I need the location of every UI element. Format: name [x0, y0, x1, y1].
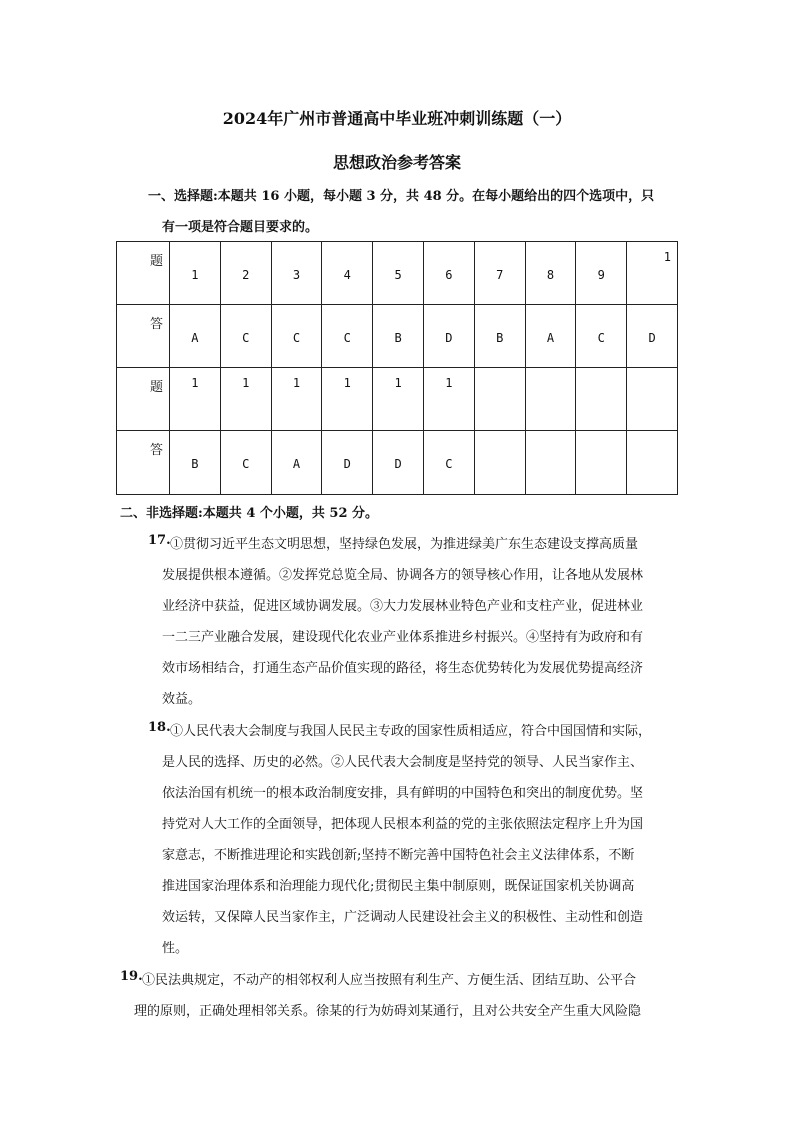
question-19-number: 19. — [120, 969, 143, 984]
table-cell — [576, 368, 627, 431]
table-cell — [627, 368, 678, 431]
table-cell: 题 — [117, 242, 170, 305]
table-cell — [525, 368, 576, 431]
question-17-line: ①贯彻习近平生态文明思想，坚持绿色发展，为推进绿美广东生态建设支撑高质量 — [170, 537, 639, 552]
table-cell — [576, 431, 627, 495]
table-cell: 3 — [271, 242, 322, 305]
table-cell: 8 — [525, 242, 576, 305]
question-17-line: 一二三产业融合发展，建设现代化农业产业体系推进乡村振兴。④坚持有为政府和有 — [162, 630, 644, 645]
table-cell: 1 — [220, 368, 271, 431]
question-17-number: 17. — [148, 533, 171, 548]
table-cell — [627, 431, 678, 495]
table-cell: B — [373, 305, 424, 368]
table-cell: 1 — [373, 368, 424, 431]
table-cell: D — [423, 305, 474, 368]
table-cell: 1 — [271, 368, 322, 431]
table-cell: 题 — [117, 368, 170, 431]
table-row — [117, 305, 678, 368]
answer-table — [116, 241, 678, 495]
table-cell: C — [220, 431, 271, 495]
table-cell: A — [170, 305, 221, 368]
question-18-line: 效运转，又保障人民当家作主，广泛调动人民建设社会主义的积极性、主动性和创造 — [162, 910, 644, 925]
table-cell: C — [576, 305, 627, 368]
table-cell: 5 — [373, 242, 424, 305]
question-18-line: 家意志，不断推进理论和实践创新;坚持不断完善中国特色社会主义法律体系，不断 — [162, 848, 635, 863]
document-subtitle: 思想政治参考答案 — [332, 153, 461, 172]
section1-heading-cont: 有一项是符合题目要求的。 — [162, 220, 319, 235]
table-cell: 7 — [474, 242, 525, 305]
table-cell: C — [423, 431, 474, 495]
table-cell: 答 — [117, 305, 170, 368]
table-cell: B — [170, 431, 221, 495]
question-17-line: 效益。 — [162, 692, 202, 707]
table-row — [117, 242, 678, 305]
table-cell — [525, 431, 576, 495]
table-cell: A — [525, 305, 576, 368]
table-cell: A — [271, 431, 322, 495]
table-cell: D — [627, 305, 678, 368]
question-18-line: ①人民代表大会制度与我国人民民主专政的国家性质相适应，符合中国国情和实际， — [170, 724, 652, 739]
question-18-line: 依法治国有机统一的根本政治制度安排，具有鲜明的中国特色和突出的制度优势。坚 — [162, 786, 644, 801]
question-19-line: ①民法典规定，不动产的相邻权利人应当按照有利生产、方便生活、团结互助、公平合 — [142, 973, 637, 988]
table-cell: 9 — [576, 242, 627, 305]
table-cell: 6 — [423, 242, 474, 305]
table-cell: 答 — [117, 431, 170, 495]
question-18-number: 18. — [148, 720, 171, 735]
table-cell: C — [220, 305, 271, 368]
question-17-line: 业经济中获益，促进区域协调发展。③大力发展林业特色产业和支柱产业，促进林业 — [162, 599, 644, 614]
question-17-line: 发展提供根本遵循。②发挥党总览全局、协调各方的领导核心作用，让各地从发展林 — [162, 568, 644, 583]
table-cell: 4 — [322, 242, 373, 305]
question-18-line: 性。 — [162, 941, 189, 956]
table-cell: 1 — [170, 368, 221, 431]
table-cell: D — [373, 431, 424, 495]
question-19-line: 理的原则，正确处理相邻关系。徐某的行为妨碍刘某通行，且对公共安全产生重大风险隐 — [134, 1004, 642, 1019]
table-cell: 2 — [220, 242, 271, 305]
table-cell: D — [322, 431, 373, 495]
table-cell: 1 — [627, 242, 678, 305]
table-row — [117, 368, 678, 431]
document-title: 2024年广州市普通高中毕业班冲刺训练题（一） — [222, 109, 572, 128]
table-cell: 1 — [423, 368, 474, 431]
question-18-line: 推进国家治理体系和治理能力现代化;贯彻民主集中制原则，既保证国家机关协调高 — [162, 879, 635, 894]
table-cell: 1 — [170, 242, 221, 305]
question-18-line: 持党对人大工作的全面领导，把体现人民根本利益的党的主张依照法定程序上升为国 — [162, 817, 644, 832]
table-cell — [474, 368, 525, 431]
table-row — [117, 431, 678, 495]
table-cell — [474, 431, 525, 495]
question-17-line: 效市场相结合，打通生态产品价值实现的路径，将生态优势转化为发展优势提高经济 — [162, 661, 644, 676]
question-18-line: 是人民的选择、历史的必然。②人民代表大会制度是坚持党的领导、人民当家作主、 — [162, 755, 644, 770]
table-cell: C — [322, 305, 373, 368]
section2-heading: 二、非选择题:本题共 4 个小题，共 52 分。 — [120, 506, 379, 521]
table-cell: C — [271, 305, 322, 368]
table-cell: B — [474, 305, 525, 368]
table-cell: 1 — [322, 368, 373, 431]
section1-heading: 一、选择题:本题共 16 小题，每小题 3 分，共 48 分。在每小题给出的四个选项中，只 — [148, 189, 655, 204]
